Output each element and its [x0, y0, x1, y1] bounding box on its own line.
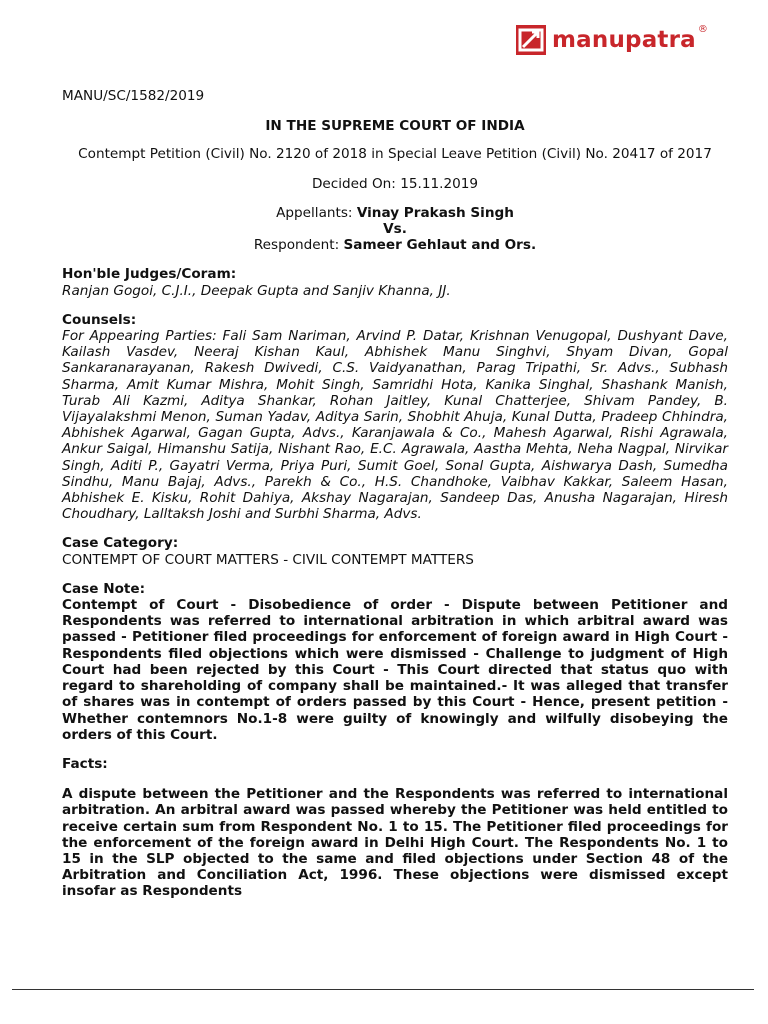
case-note-label: Case Note:	[62, 580, 146, 597]
case-category-value: CONTEMPT OF COURT MATTERS - CIVIL CONTEMPT MATTERS	[62, 551, 474, 568]
facts-section	[62, 756, 728, 900]
manupatra-logo	[516, 20, 708, 60]
footer-divider	[12, 989, 754, 990]
case-category-label: Case Category:	[62, 535, 179, 552]
case-category-section	[62, 535, 728, 567]
decided-on	[62, 176, 728, 192]
respondent-name: Sameer Gehlaut and Ors.	[343, 237, 537, 254]
citation: MANU/SC/1582/2019	[62, 88, 205, 104]
case-note-text: Contempt of Court - Disobedience of order - Dispute between Petitioner and Respondents was referred to international arbitration in which arbitral award was passed - Petitioner filed proceedings for enforcement of foreign award in High Court - Respondents filed objections which were dismissed - Challenge to judgment of High Court had been rejected by this Court - This Court directed that status quo with regard to shareholding of company shall be maintained.- It was alleged that transfer of shares was in contempt of orders passed by this Court - Hence, present petition - Whether contemnors No.1-8 were guilty of knowingly and wilfully disobeying the orders of this Court.	[62, 597, 728, 743]
counsels-section	[62, 312, 728, 523]
judges-label: Hon'ble Judges/Coram:	[62, 266, 237, 283]
brand-name: manupatra	[552, 26, 696, 53]
counsels-text: For Appearing Parties: Fali Sam Nariman, Arvind P. Datar, Krishnan Venugopal, Dushyant Dave, Kailash Vasdev, Neeraj Kishan Kaul, Abhishek Manu Singhvi, Shyam Divan, Gopal Sankaranarayanan, Rakesh Dwivedi, C.S. Vaidyanathan, Parag Tripathi, Sr. Advs., Subhash Sharma, Amit Kumar Mishra, Mohit Singh, Samridhi Hota, Kanika Singhal, Shashank Manish, Turab Ali Kazmi, Aditya Shankar, Rohan Jaitley, Kunal Chatterjee, Shivam Pandey, B. Vijayalakshmi Menon, Suman Yadav, Aditya Sarin, Shobhit Ahuja, Kunal Dutta, Pradeep Chhindra, Abhishek Agarwal, Gagan Gupta, Advs., Karanjawala & Co., Mahesh Agarwal, Rishi Agrawala, Ankur Saigal, Himanshu Satija, Nishant Rao, E.C. Agrawala, Aastha Mehta, Neha Nagpal, Nirvikar Singh, Aditi P., Gayatri Verma, Priya Puri, Sumit Goel, Sonal Gupta, Aishwarya Dash, Sumedha Sindhu, Manu Bajaj, Advs., Parekh & Co., H.S. Chandhoke, Vaibhav Kakkar, Saleem Hasan, Abhishek E. Kisku, Rohit Dahiya, Akshay Nagarajan, Sandeep Das, Anusha Nagarajan, Hiresh Choudhary, Lalltaksh Joshi and Surbhi Sharma, Advs.	[62, 328, 728, 523]
judgment-document	[62, 88, 728, 900]
parties	[62, 205, 728, 254]
decided-date: 15.11.2019	[400, 175, 479, 192]
appellants-label: Appellants:	[276, 204, 353, 221]
judges-section	[62, 266, 728, 298]
case-note-section	[62, 581, 728, 743]
petition-number: Contempt Petition (Civil) No. 2120 of 2018 in Special Leave Petition (Civil) No. 20417 of 2017	[78, 146, 712, 163]
court-title: IN THE SUPREME COURT OF INDIA	[265, 118, 525, 135]
versus: Vs.	[383, 221, 407, 238]
respondent-line	[62, 237, 728, 253]
facts-label: Facts:	[62, 755, 108, 772]
appellants-name: Vinay Prakash Singh	[356, 204, 514, 221]
appellants-line	[62, 205, 728, 221]
respondent-label: Respondent:	[253, 237, 340, 254]
judges-names: Ranjan Gogoi, C.J.I., Deepak Gupta and Sanjiv Khanna, JJ.	[62, 282, 451, 299]
decided-label: Decided On:	[311, 175, 396, 192]
facts-text: A dispute between the Petitioner and the Respondents was referred to international arbitration. An arbitral award was passed whereby the Petitioner was held entitled to receive certain sum from Respondent No. 1 to 15. The Petitioner filed proceedings for the enforcement of the foreign award in Delhi High Court. The Respondents No. 1 to 15 in the SLP objected to the same and filed objections under Section 48 of the Arbitration and Conciliation Act, 1996. These objections were dismissed except insofar as Respondents	[62, 786, 728, 900]
counsels-label: Counsels:	[62, 311, 137, 328]
manupatra-logo-icon	[516, 25, 546, 55]
registered-mark: ®	[697, 24, 708, 35]
